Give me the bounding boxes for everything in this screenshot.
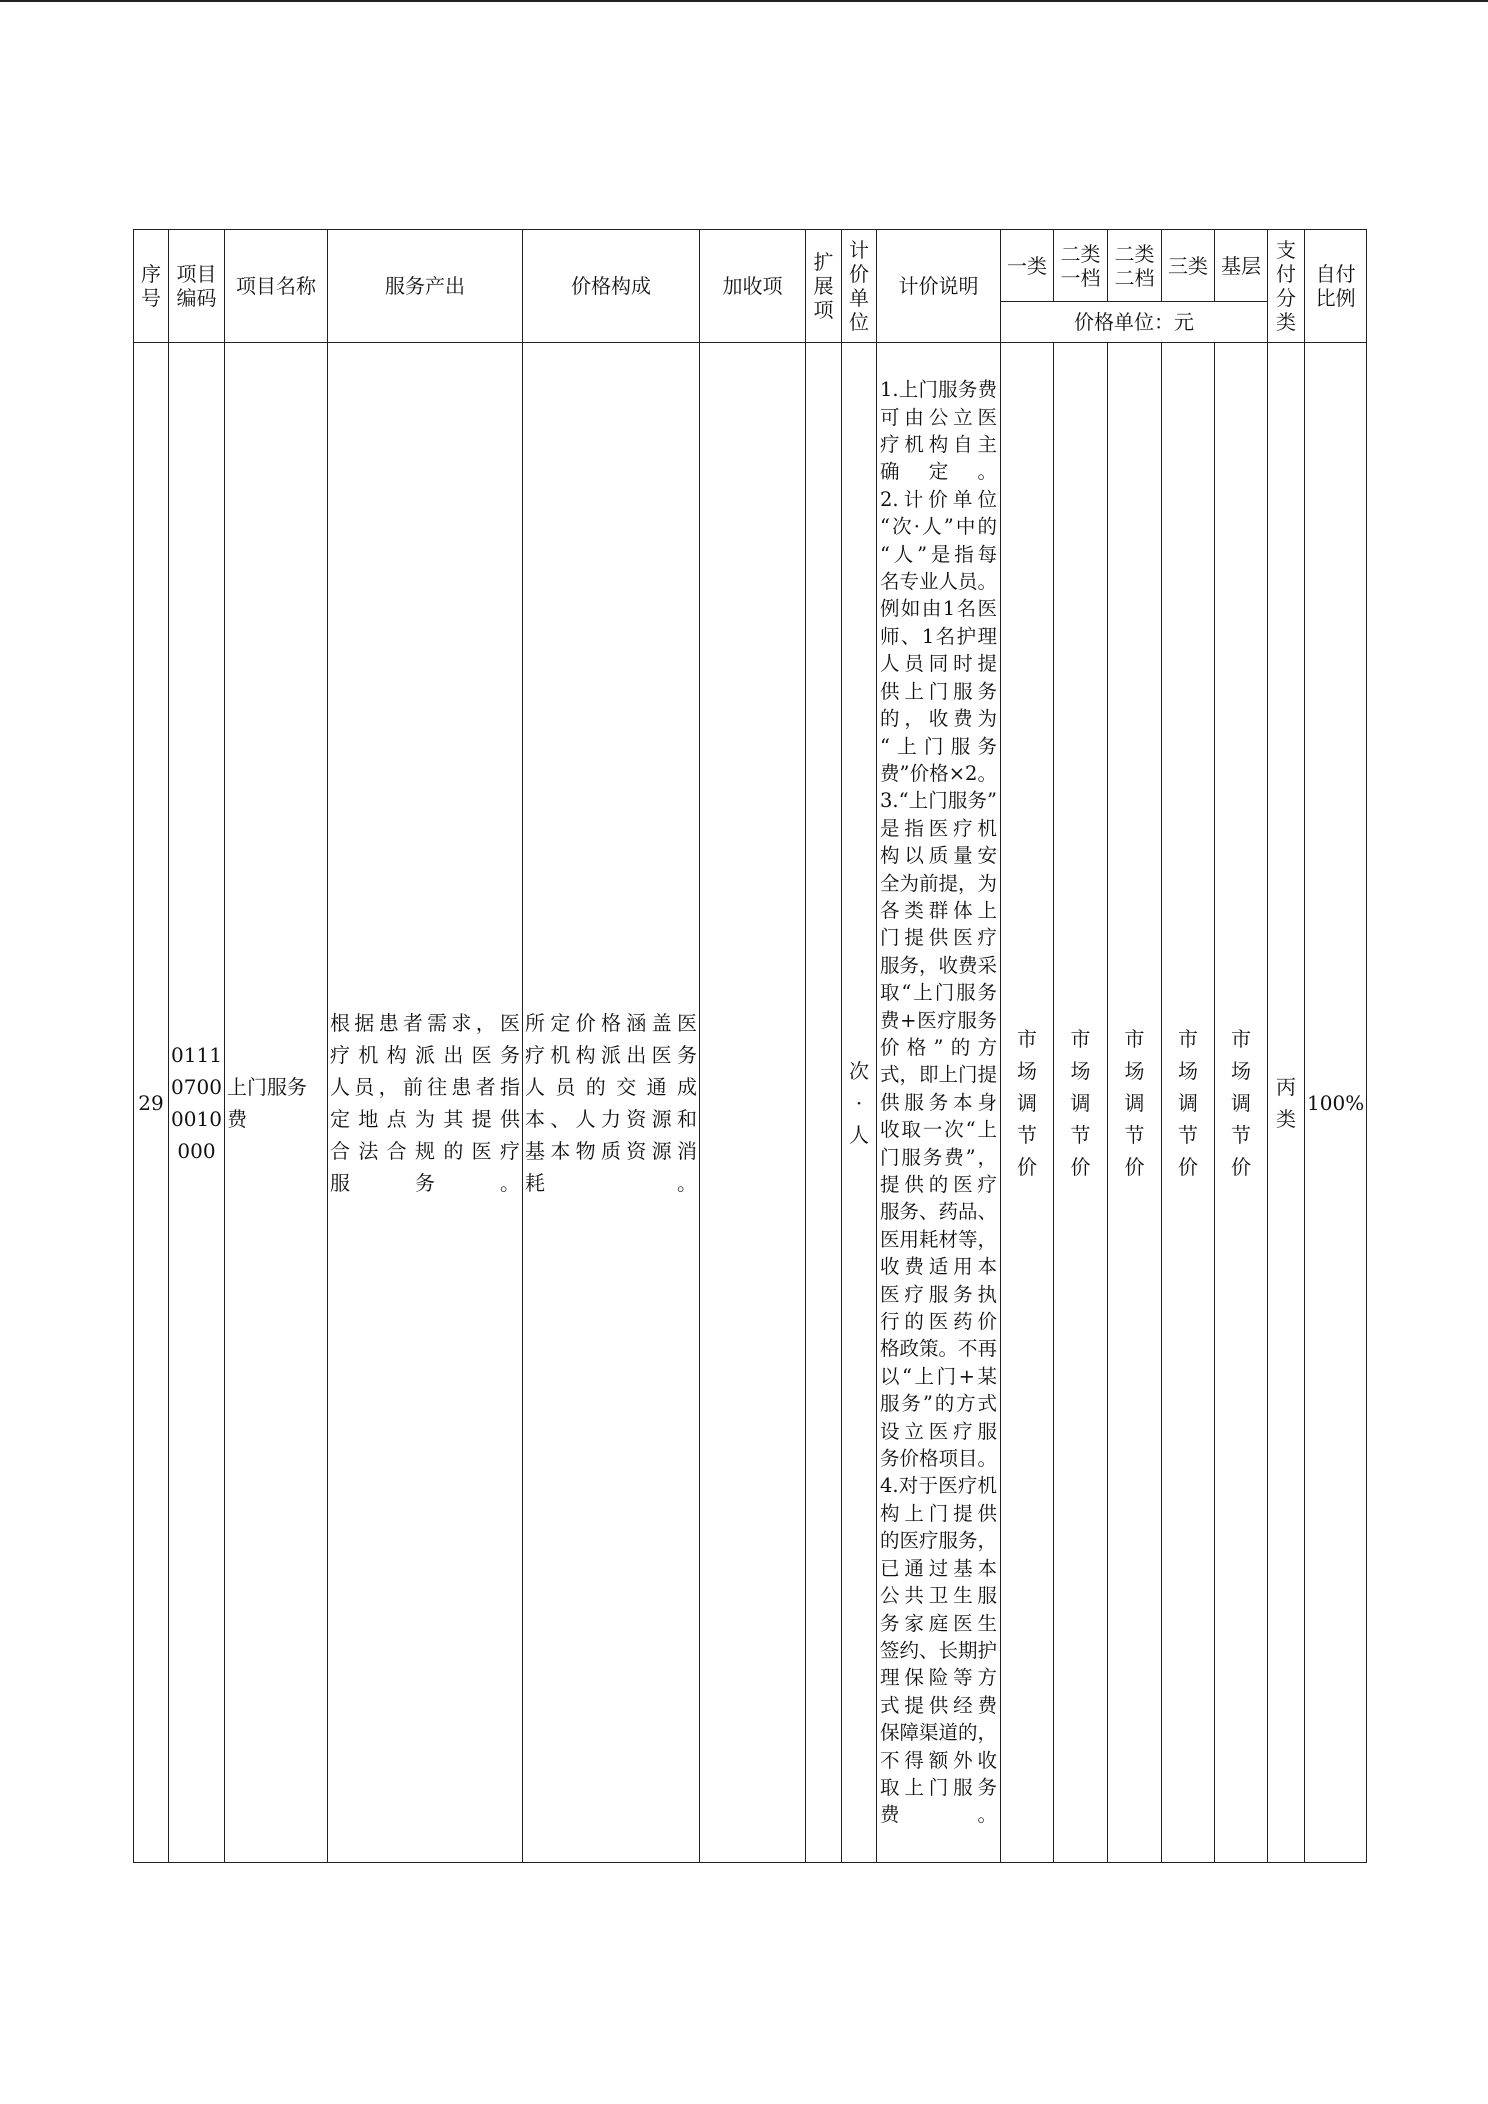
- cell-line: 收费适用本: [880, 1255, 998, 1279]
- cell-line: 价: [1178, 1154, 1199, 1179]
- cell-line: 各类群体上: [880, 898, 998, 922]
- cell-line: 门服务费”，: [880, 1145, 998, 1169]
- cell-line: 疗机构派出医务: [525, 1042, 697, 1067]
- cell-line: 0700: [171, 1074, 222, 1099]
- header-text: 比例: [1315, 286, 1356, 310]
- cell-line: 费”价格×2。: [880, 761, 998, 785]
- cell-line: 供服务本身: [880, 1090, 998, 1114]
- cell-line: 基本物质资源消: [525, 1138, 697, 1163]
- cell-line: 不得额外收: [880, 1748, 998, 1772]
- cell-line: 类: [1276, 1106, 1297, 1131]
- header-text: 编码: [176, 286, 217, 310]
- cell-line: 的医疗服务，: [880, 1529, 998, 1553]
- cell-line: 次: [849, 1058, 869, 1083]
- header-text: 一档: [1060, 265, 1101, 290]
- cell-line: 医用耗材等，: [880, 1227, 998, 1251]
- cell-price-class3: [1162, 343, 1215, 1863]
- header-price-unit: 价格单位：元: [1001, 302, 1268, 343]
- cell-line: 费。: [880, 1803, 998, 1827]
- cell-line: 以“上门+某: [880, 1364, 998, 1388]
- cell-line: 价: [1017, 1154, 1038, 1179]
- cell-line: 节: [1178, 1122, 1199, 1147]
- header-text: 支: [1276, 238, 1297, 262]
- cell-line: 根据患者需求，医: [330, 1010, 520, 1035]
- header-price-composition: 价格构成: [523, 230, 700, 343]
- cell-line: 本、人力资源和: [525, 1106, 697, 1131]
- cell-line: 价: [1070, 1154, 1091, 1179]
- header-text: 付: [1276, 262, 1297, 286]
- cell-line: 医疗服务执: [880, 1282, 998, 1306]
- cell-line: 市: [1178, 1026, 1199, 1051]
- cell-line: 合法合规的医疗: [330, 1138, 520, 1163]
- cell-line: 设立医疗服: [880, 1419, 998, 1443]
- cell-line: 人员同时提: [880, 652, 998, 676]
- cell-line: 0111: [171, 1042, 222, 1067]
- header-text: 扩: [813, 250, 834, 274]
- cell-line: 定地点为其提供: [330, 1106, 520, 1131]
- cell-line: 市: [1124, 1026, 1145, 1051]
- cell-line: 服务，收费采: [880, 953, 998, 977]
- cell-line: 疗机构派出医务: [330, 1042, 520, 1067]
- header-text: 自付: [1315, 262, 1356, 286]
- header-text: 展: [813, 274, 834, 298]
- header-text: 项: [813, 298, 834, 322]
- cell-line: 0010: [171, 1106, 222, 1131]
- cell-pay-class: [1268, 343, 1305, 1863]
- cell-line: 市: [1231, 1026, 1252, 1051]
- cell-name: [225, 343, 328, 1863]
- cell-line: 场: [1124, 1058, 1145, 1083]
- cell-line: 价格”的方: [880, 1035, 998, 1059]
- cell-line: 节: [1231, 1122, 1252, 1147]
- cell-line: 2.计价单位: [880, 487, 998, 511]
- header-surcharge: 加收项: [700, 230, 806, 343]
- cell-price-class2b: [1108, 343, 1162, 1863]
- price-table: [133, 229, 1367, 1863]
- cell-output: [328, 343, 523, 1863]
- cell-line: “上门服务: [880, 734, 998, 758]
- cell-price-basic: [1215, 343, 1268, 1863]
- cell-line: 费+医疗服务: [880, 1008, 998, 1032]
- cell-seq: 29: [134, 343, 169, 1863]
- header-self-pay: [1305, 230, 1367, 343]
- header-text: 二类: [1114, 241, 1155, 266]
- cell-line: 全为前提，为: [880, 871, 998, 895]
- cell-line: 师、1名护理: [880, 624, 998, 648]
- header-note: 计价说明: [877, 230, 1001, 343]
- cell-line: 服务、药品、: [880, 1200, 998, 1224]
- cell-line: 理保险等方: [880, 1666, 998, 1690]
- cell-line: 节: [1017, 1122, 1038, 1147]
- cell-line: 调: [1231, 1090, 1252, 1115]
- cell-line: 市: [1017, 1026, 1038, 1051]
- cell-line: 服务。: [330, 1170, 520, 1195]
- cell-line: 3.“上门服务”: [880, 789, 998, 813]
- header-class3: 三类: [1162, 230, 1215, 302]
- header-code: [169, 230, 225, 343]
- cell-line: 所定价格涵盖医: [525, 1010, 697, 1035]
- cell-line: 收取一次“上: [880, 1118, 998, 1142]
- header-text: 二档: [1114, 265, 1155, 290]
- cell-line: 市: [1070, 1026, 1091, 1051]
- cell-extension: [806, 343, 842, 1863]
- cell-unit: [842, 343, 877, 1863]
- cell-line: ·: [855, 1090, 863, 1115]
- cell-line: 场: [1178, 1058, 1199, 1083]
- cell-line: 提供的医疗: [880, 1173, 998, 1197]
- cell-line: 保障渠道的，: [880, 1721, 998, 1745]
- header-name: 项目名称: [225, 230, 328, 343]
- cell-line: 4.对于医疗机: [880, 1474, 998, 1498]
- cell-line: 已通过基本: [880, 1556, 998, 1580]
- cell-line: 服务”的方式: [880, 1392, 998, 1416]
- header-basic: 基层: [1215, 230, 1268, 302]
- cell-line: 疗机构自主: [880, 433, 998, 457]
- cell-line: 费: [227, 1106, 247, 1131]
- header-seq: [134, 230, 169, 343]
- header-text: 类: [1276, 310, 1297, 334]
- cell-line: 式提供经费: [880, 1693, 998, 1717]
- cell-line: 价: [1124, 1154, 1145, 1179]
- header-text: 分: [1276, 286, 1297, 310]
- cell-self-pay: 100%: [1305, 343, 1367, 1863]
- cell-line: 签约、长期护: [880, 1638, 998, 1662]
- cell-line: 取上门服务: [880, 1775, 998, 1799]
- header-output: 服务产出: [328, 230, 523, 343]
- cell-line: 行的医药价: [880, 1310, 998, 1334]
- header-text: 号: [141, 286, 161, 310]
- header-text: 单: [849, 286, 869, 310]
- cell-line: 门提供医疗: [880, 926, 998, 950]
- cell-line: 丙: [1276, 1074, 1297, 1099]
- cell-line: 供上门服务: [880, 679, 998, 703]
- cell-line: 式，即上门提: [880, 1063, 998, 1087]
- header-text: 二类: [1060, 241, 1101, 266]
- cell-line: 的，收费为: [880, 707, 998, 731]
- cell-line: 1.上门服务费: [880, 378, 998, 402]
- cell-price-class2a: [1054, 343, 1108, 1863]
- cell-line: 格政策。不再: [880, 1337, 998, 1361]
- header-text: 价: [849, 262, 869, 286]
- cell-line: 节: [1124, 1122, 1145, 1147]
- cell-line: 场: [1070, 1058, 1091, 1083]
- cell-line: 公共卫生服: [880, 1584, 998, 1608]
- cell-line: 场: [1017, 1058, 1038, 1083]
- table-row: [134, 343, 1367, 1863]
- header-unit: [842, 230, 877, 343]
- cell-line: 是指医疗机: [880, 816, 998, 840]
- header-text: 位: [849, 310, 869, 334]
- cell-line: 务家庭医生: [880, 1611, 998, 1635]
- cell-line: 人: [849, 1122, 869, 1147]
- header-class2b: [1108, 230, 1162, 302]
- cell-line: 取“上门服务: [880, 981, 998, 1005]
- cell-line: 构以质量安: [880, 844, 998, 868]
- header-extension: [806, 230, 842, 343]
- cell-line: 例如由1名医: [880, 597, 998, 621]
- cell-line: 耗。: [525, 1170, 697, 1195]
- header-class1: 一类: [1001, 230, 1054, 302]
- cell-line: 人员的交通成: [525, 1074, 697, 1099]
- cell-price-class1: [1001, 343, 1054, 1863]
- header-text: 项目: [176, 262, 217, 286]
- header-pay-class: [1268, 230, 1305, 343]
- cell-line: 构上门提供: [880, 1501, 998, 1525]
- cell-line: 000: [177, 1138, 216, 1163]
- cell-line: 可由公立医: [880, 405, 998, 429]
- cell-line: 务价格项目。: [880, 1447, 998, 1471]
- cell-line: 调: [1070, 1090, 1091, 1115]
- header-text: 序: [141, 262, 161, 286]
- cell-line: 名专业人员。: [880, 570, 998, 594]
- header-class2a: [1054, 230, 1108, 302]
- cell-line: “次·人”中的: [880, 515, 998, 539]
- cell-note: [877, 343, 1001, 1863]
- cell-line: 人员，前往患者指: [330, 1074, 520, 1099]
- cell-surcharge: [700, 343, 806, 1863]
- cell-line: 调: [1178, 1090, 1199, 1115]
- cell-line: 确定。: [880, 460, 998, 484]
- cell-line: 上门服务: [227, 1074, 307, 1099]
- cell-code: [169, 343, 225, 1863]
- cell-line: 调: [1124, 1090, 1145, 1115]
- cell-line: “人”是指每: [880, 542, 998, 566]
- cell-line: 调: [1017, 1090, 1038, 1115]
- cell-line: 节: [1070, 1122, 1091, 1147]
- cell-line: 场: [1231, 1058, 1252, 1083]
- cell-line: 价: [1231, 1154, 1252, 1179]
- cell-price-composition: [523, 343, 700, 1863]
- header-text: 计: [849, 238, 869, 262]
